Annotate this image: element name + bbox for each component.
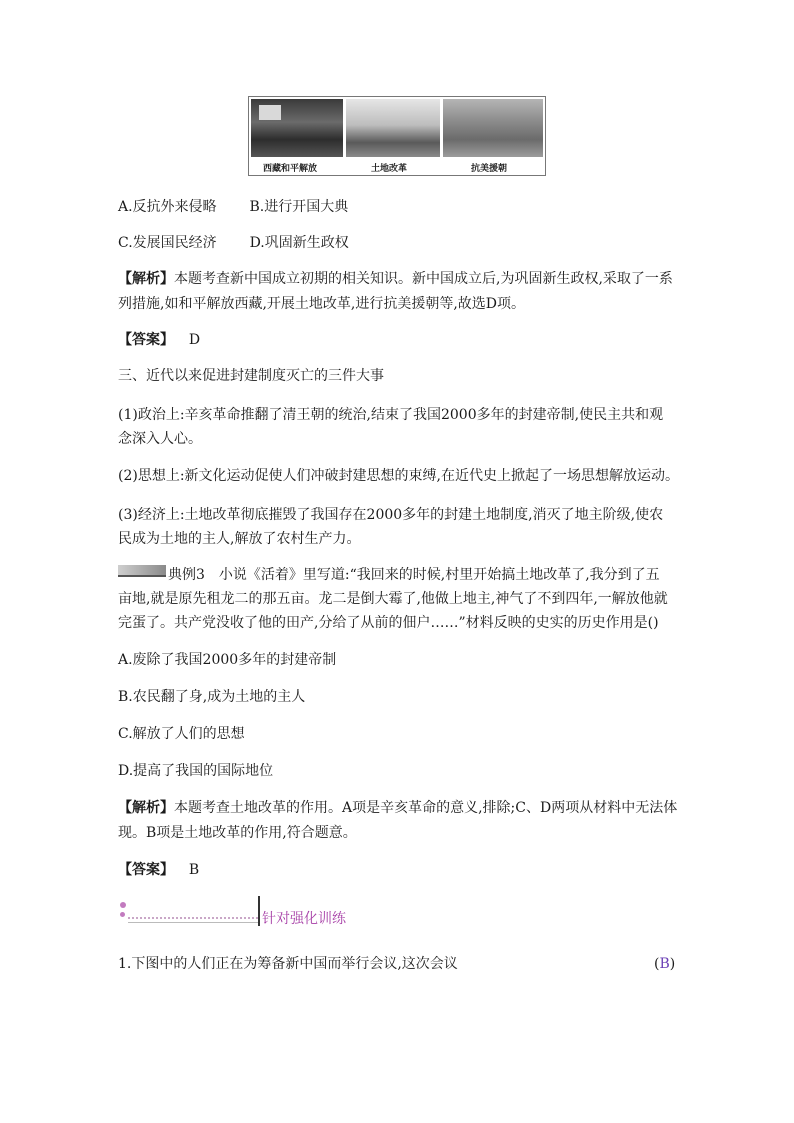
option-row-cd — [118, 236, 349, 250]
section-divider-underline — [128, 922, 258, 923]
figure-caption-1: 西藏和平解放 — [263, 164, 318, 174]
analysis-label: 【解析】 — [118, 800, 174, 816]
section-3-p1-line-1: (1)政治上:辛亥革命推翻了清王朝的统治,结束了我国2000多年的封建帝制,使民主共和观 — [118, 407, 664, 423]
answer-value: B — [188, 862, 200, 878]
example-3-line-1: 典例3 小说《活着》里写道:“我回来的时候,村里开始搞土地改革了,我分到了五 — [168, 567, 660, 583]
photo-korean-war — [443, 99, 543, 157]
figure-caption-2: 土地改革 — [371, 164, 408, 174]
figure-photo-strip — [248, 96, 546, 176]
q1-answer-letter: B — [659, 956, 670, 972]
answer-value: D — [188, 332, 201, 348]
option-c: C.发展国民经济 — [118, 235, 217, 251]
option-row-ab — [118, 200, 348, 214]
flag-icon — [259, 105, 281, 120]
figure-caption-3: 抗美援朝 — [471, 164, 508, 174]
example-3-line-3: 完蛋了。共产党没收了他的田产,分给了从前的佃户……”材料反映的史实的历史作用是() — [118, 615, 659, 631]
example-tag-bar — [118, 565, 166, 577]
analysis-1-line-2: 列措施,如和平解放西藏,开展土地改革,进行抗美援朝等,故选D项。 — [118, 296, 526, 312]
option-d: D.巩固新生政权 — [249, 235, 349, 251]
example-3-option-a: A.废除了我国2000多年的封建帝制 — [118, 652, 337, 668]
example-3-line-2: 亩地,就是原先租龙二的那五亩。龙二是倒大霉了,他做上地主,神气了不到四年,一解放他就 — [118, 591, 668, 607]
example-3-option-b: B.农民翻了身,成为土地的主人 — [118, 689, 306, 705]
answer-label: 【答案】 — [118, 332, 174, 348]
decor-dot-icon — [120, 902, 126, 908]
section-divider-bar — [258, 896, 260, 926]
example-3-option-c: C.解放了人们的思想 — [118, 726, 245, 742]
training-q1-answer: (B) — [654, 956, 676, 972]
section-3-title: 三、近代以来促进封建制度灭亡的三件大事 — [118, 368, 384, 384]
photo-tibet-liberation — [251, 99, 343, 157]
option-a: A.反抗外来侵略 — [118, 199, 217, 215]
analysis-2-line-2: 现。B项是土地改革的作用,符合题意。 — [118, 825, 357, 841]
option-b: B.进行开国大典 — [249, 199, 349, 215]
answer-2 — [118, 863, 199, 877]
section-3-p2-line-1: (2)思想上:新文化运动促使人们冲破封建思想的束缚,在近代史上掀起了一场思想解放运动。 — [118, 468, 679, 484]
section-divider — [128, 917, 258, 919]
answer-label: 【答案】 — [118, 862, 174, 878]
photo-land-reform — [346, 99, 440, 157]
analysis-2-line-1: 【解析】本题考查土地改革的作用。A项是辛亥革命的意义,排除;C、D两项从材料中无法体 — [118, 800, 678, 816]
training-title: 针对强化训练 — [262, 911, 346, 927]
decor-dot-icon — [120, 912, 125, 917]
analysis-1-line-1: 【解析】本题考查新中国成立初期的相关知识。新中国成立后,为巩固新生政权,采取了一系 — [118, 271, 673, 287]
training-q1-text: 1.下图中的人们正在为筹备新中国而举行会议,这次会议 — [118, 956, 458, 972]
example-3-option-d: D.提高了我国的国际地位 — [118, 763, 274, 779]
answer-1 — [118, 333, 200, 347]
section-3-p3-line-1: (3)经济上:土地改革彻底摧毁了我国存在2000多年的封建土地制度,消灭了地主阶级,使农 — [118, 507, 664, 523]
section-3-p1-line-2: 念深入人心。 — [118, 431, 202, 447]
section-3-p3-line-2: 民成为土地的主人,解放了农村生产力。 — [118, 531, 361, 547]
analysis-label: 【解析】 — [118, 271, 174, 287]
